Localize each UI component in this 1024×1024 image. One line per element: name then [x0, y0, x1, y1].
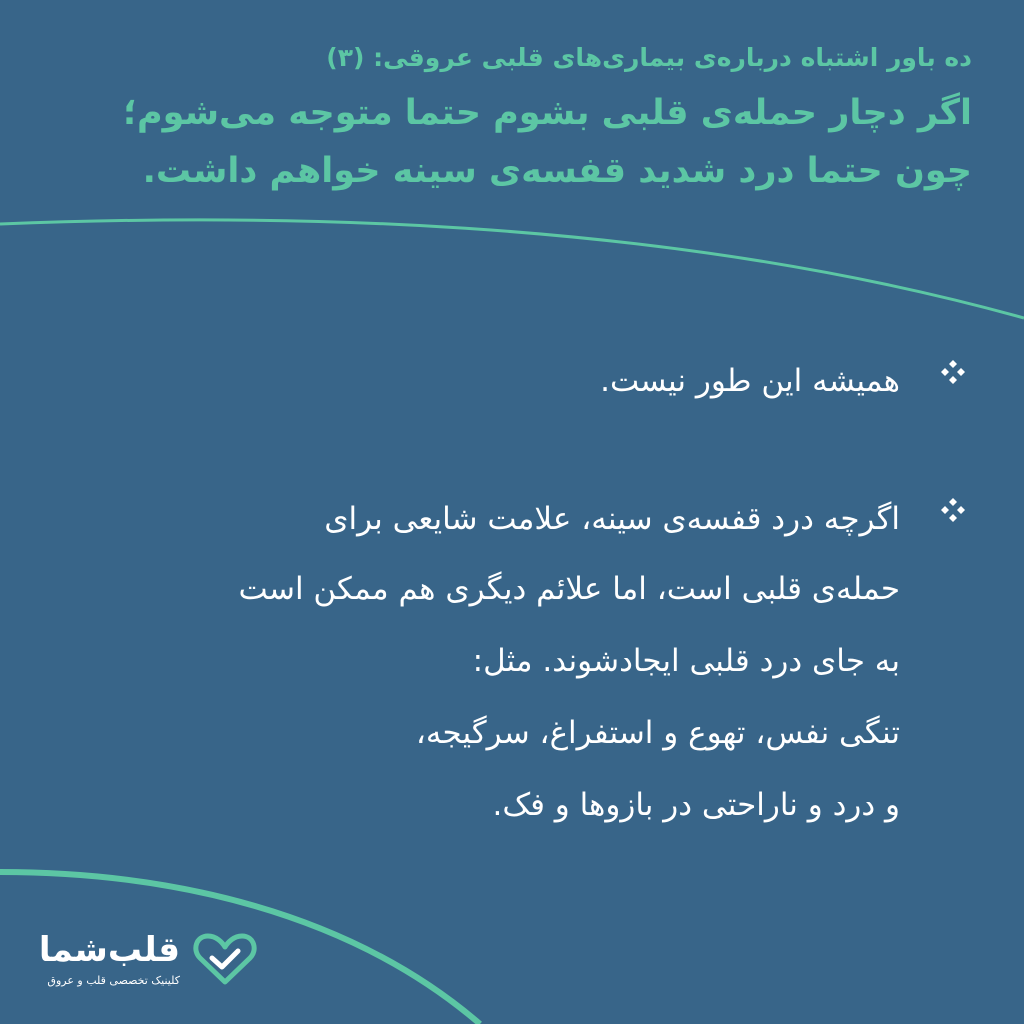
logo-name: قلب‌شما: [38, 930, 180, 970]
series-subtitle: ده باور اشتباه درباره‌ی بیماری‌های قلبی عروقی: (۳): [326, 43, 972, 72]
bullet-item: [54, 355, 954, 407]
bullet-line: همیشه این طور نیست.: [600, 363, 900, 399]
logo-tagline: کلینیک تخصصی قلب و عروق: [47, 974, 180, 987]
header: [42, 38, 972, 200]
clinic-logo: [32, 930, 272, 1000]
diamond-bullet-icon: [938, 495, 968, 525]
heart-check-icon: [192, 932, 258, 986]
bullet-text: [54, 493, 926, 841]
myth-title: [42, 84, 972, 200]
bullet-text: [54, 355, 926, 407]
bullet-item: [54, 493, 954, 841]
bullet-line: تنگی نفس، تهوع و استفراغ، سرگیجه،: [415, 715, 900, 751]
bullet-line: حمله‌ی قلبی است، اما علائم دیگری هم ممکن است: [238, 571, 900, 607]
myth-title-line: اگر دچار حمله‌ی قلبی بشوم حتما متوجه می‌شوم؛: [123, 93, 972, 133]
bullet-list: [54, 355, 954, 841]
bullet-line: اگرچه درد قفسه‌ی سینه، علامت شایعی برای: [324, 501, 900, 537]
bullet-line: به جای درد قلبی ایجادشوند. مثل:: [472, 643, 900, 679]
myth-title-line: چون حتما درد شدید قفسه‌ی سینه خواهم داشت.: [142, 151, 972, 191]
top-curve: [0, 220, 1024, 318]
bullet-line: و درد و ناراحتی در بازوها و فک.: [492, 787, 900, 823]
diamond-bullet-icon: [938, 357, 968, 387]
